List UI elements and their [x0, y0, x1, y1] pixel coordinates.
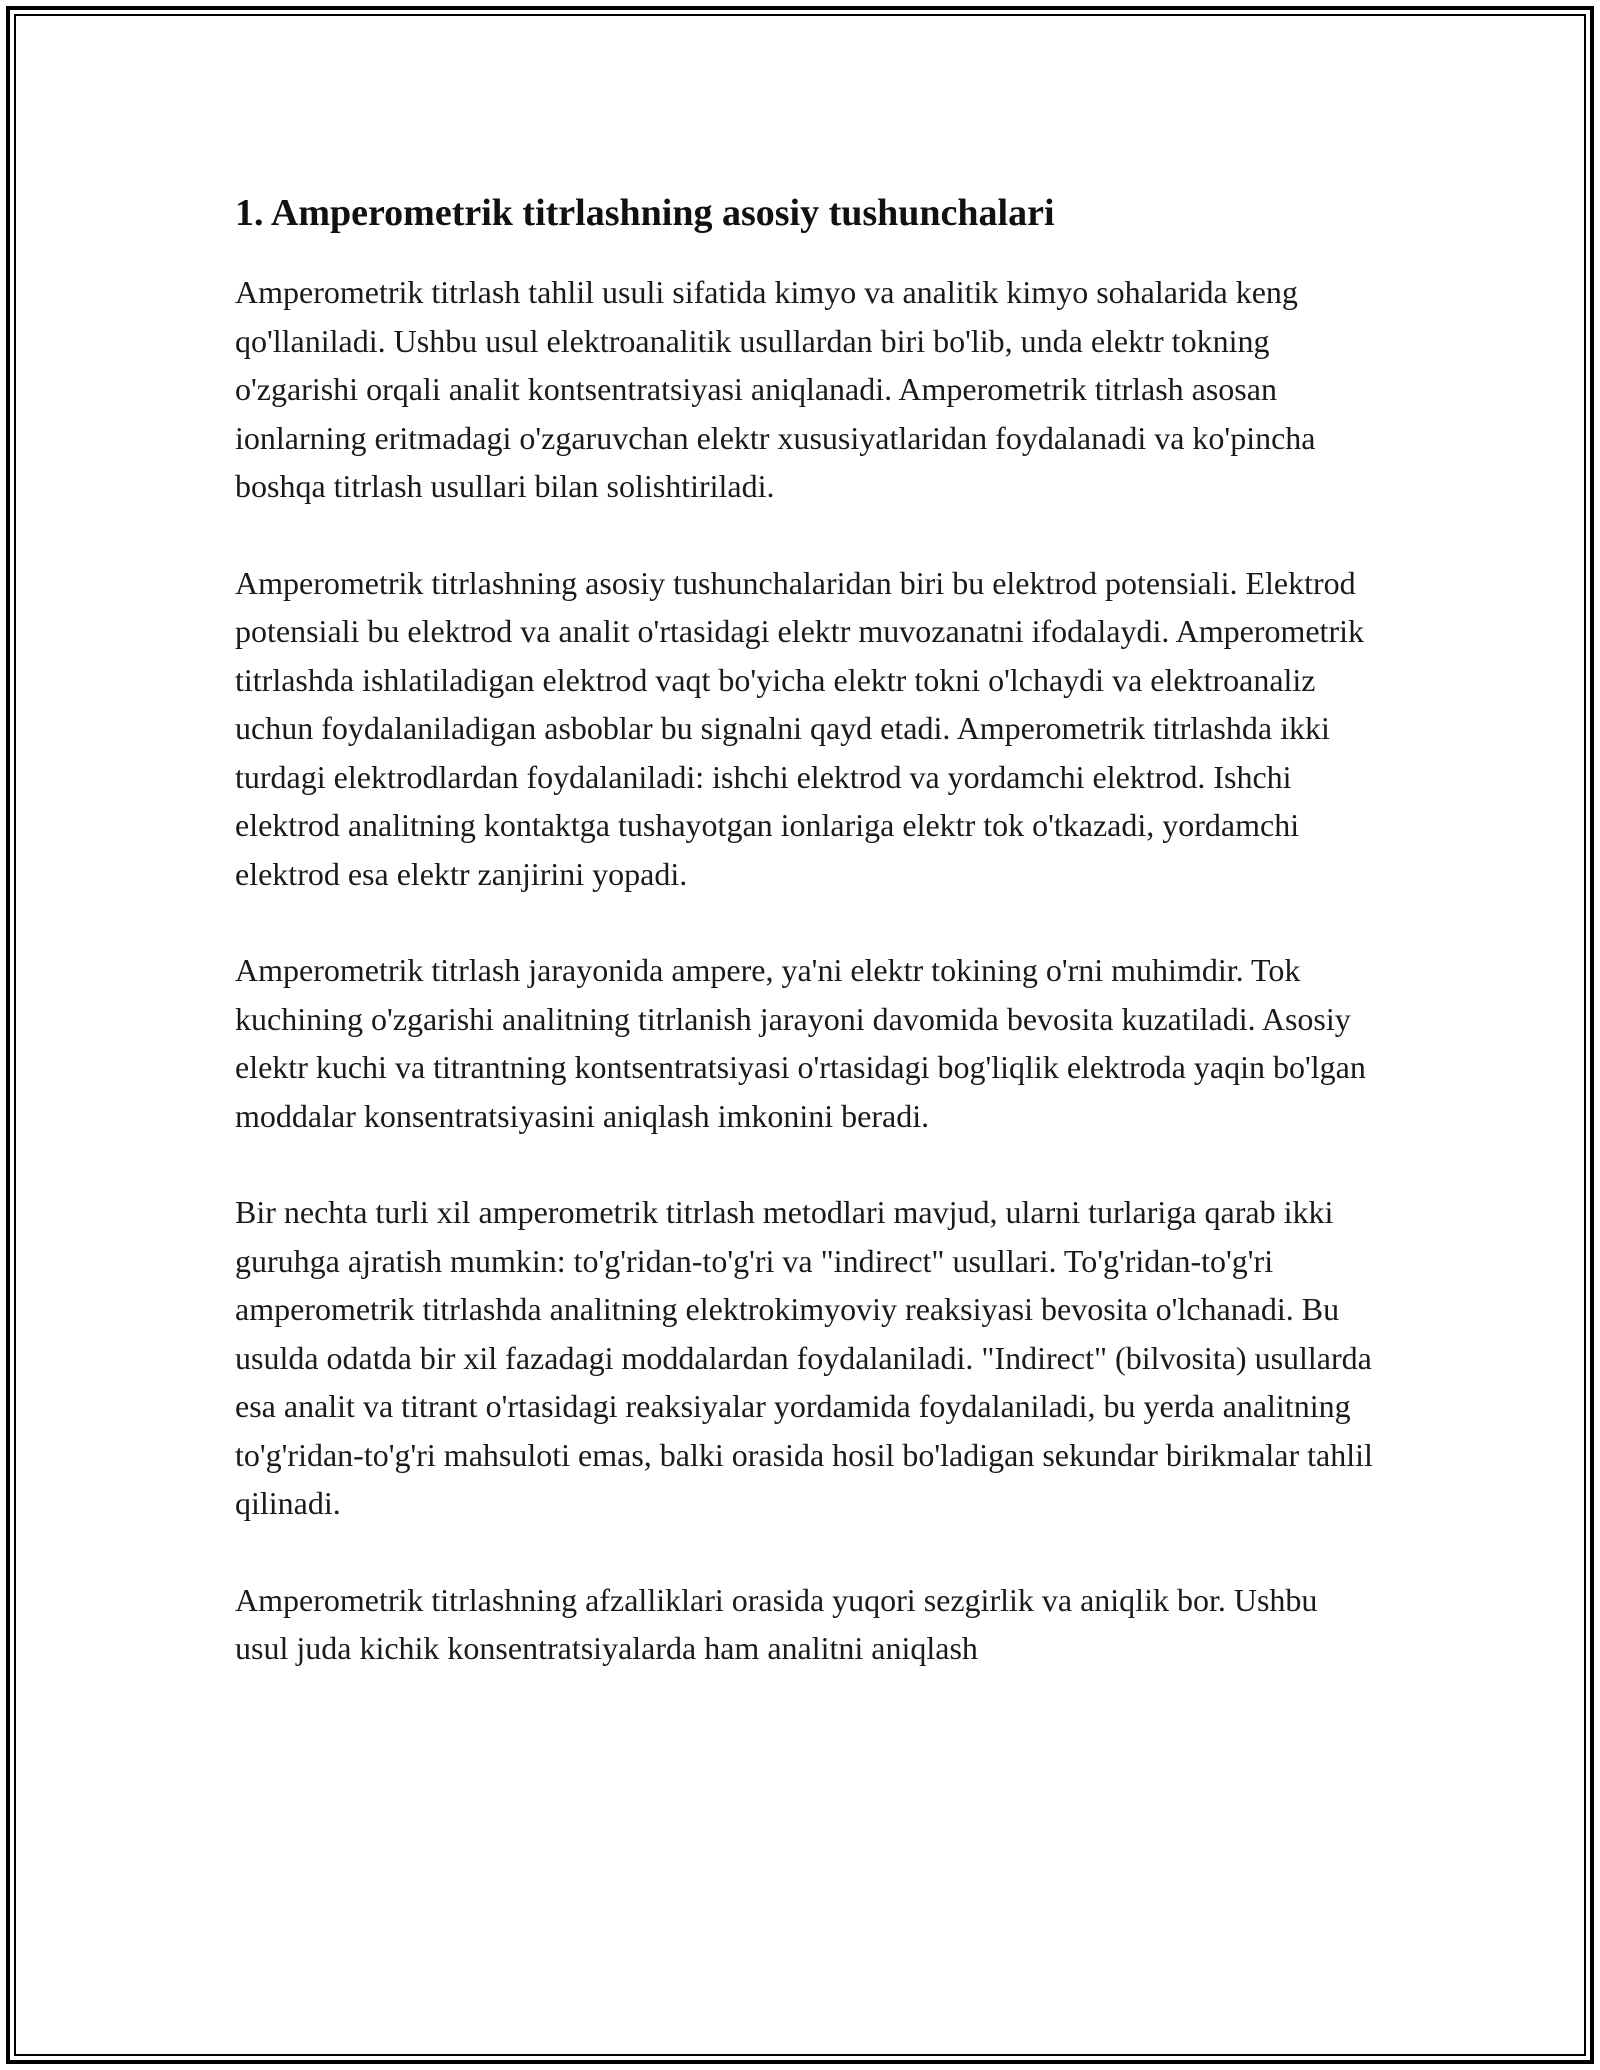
paragraph-2: Amperometrik titrlashning asosiy tushunchalaridan biri bu elektrod potensiali. Elektrod potensiali bu elektrod va analit o'rtasidagi elektr muvozanatni ifodalaydi. Amperometrik titrlashda ishlatiladigan elektrod vaqt bo'yicha elektr tokni o'lchaydi va elektroanaliz uchun foydalaniladigan asboblar bu signalni qayd etadi. Amperometrik titrlashda ikki turdagi elektrodlardan foydalaniladi: ishchi elektrod va yordamchi elektrod. Ishchi elektrod analitning kontaktga tushayotgan ionlariga elektr tok o'tkazadi, yordamchi elektrod esa elektr zanjirini yopadi.: [235, 564, 1364, 892]
paragraph-3: Amperometrik titrlash jarayonida ampere, ya'ni elektr tokining o'rni muhimdir. Tok kuchining o'zgarishi analitning titrlanish jarayoni davomida bevosita kuzatiladi. Asosiy elektr kuchi va titrantning kontsentratsiyasi o'rtasidagi bog'liqlik elektroda yaqin bo'lgan moddalar konsentratsiyasini aniqlash imkonini beradi.: [235, 952, 1366, 1134]
document-body: [235, 186, 1375, 1673]
paragraph-1: Amperometrik titrlash tahlil usuli sifatida kimyo va analitik kimyo sohalarida keng qo'llaniladi. Ushbu usul elektroanalitik usullardan biri bo'lib, unda elektr tokning o'zgarishi orqali analit kontsentratsiyasi aniqlanadi. Amperometrik titrlash asosan ionlarning eritmadagi o'zgaruvchan elektr xususiyatlaridan foydalanadi va ko'pincha boshqa titrlash usullari bilan solishtiriladi.: [235, 274, 1316, 504]
paragraph-5: Amperometrik titrlashning afzalliklari orasida yuqori sezgirlik va aniqlik bor. Ushbu usul juda kichik konsentratsiyalarda ham analitni aniqlash: [235, 1581, 1318, 1666]
section-title: 1. Amperometrik titrlashning asosiy tushunchalari: [235, 192, 1055, 234]
paragraph-4: Bir nechta turli xil amperometrik titrlash metodlari mavjud, ularni turlariga qarab ikki guruhga ajratish mumkin: to'g'ridan-to'g'ri va "indirect" usullari. To'g'ridan-to'g'ri amperometrik titrlashda analitning elektrokimyoviy reaksiyasi bevosita o'lchanadi. Bu usulda odatda bir xil fazadagi moddalardan foydalaniladi. "Indirect" (bilvosita) usullarda esa analit va titrant o'rtasidagi reaksiyalar yordamida foydalaniladi, bu yerda analitning to'g'ridan-to'g'ri mahsuloti emas, balki orasida hosil bo'ladigan sekundar birikmalar tahlil qilinadi.: [235, 1194, 1373, 1521]
